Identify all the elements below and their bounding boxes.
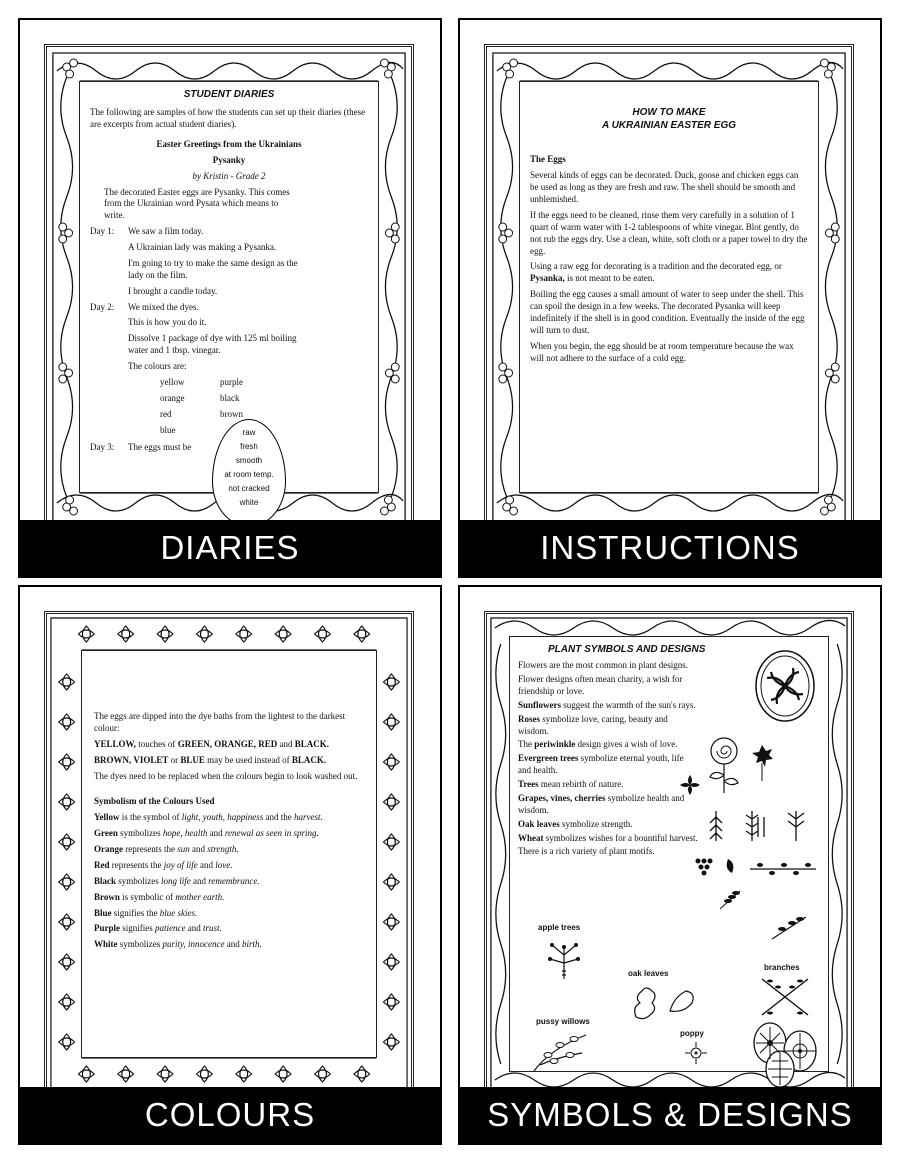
plant-symbol-item xyxy=(518,700,698,712)
text: touches of xyxy=(138,738,176,749)
plant-symbol-item xyxy=(518,674,698,698)
branches-label: branches xyxy=(764,963,800,972)
egg-word: smooth xyxy=(235,456,263,465)
diary-line: We mixed the dyes. xyxy=(128,301,199,312)
colour-name: White xyxy=(94,939,118,950)
meaning: remembrance. xyxy=(208,875,260,886)
caption: DIARIES xyxy=(160,529,300,566)
text: suggest the warmth of the sun's rays. xyxy=(563,699,696,710)
colour-item: orange xyxy=(160,392,185,403)
symbolism-item xyxy=(94,923,366,935)
meaning: blue skies. xyxy=(159,907,198,918)
plant-symbol-item xyxy=(518,714,698,738)
instructions-page[interactable] xyxy=(458,18,882,578)
plant-term: Roses xyxy=(518,713,540,724)
subheading: Pysanky xyxy=(212,154,246,165)
text: and xyxy=(209,828,223,839)
diary-line: This is how you do it. xyxy=(128,317,207,328)
ornamental-border xyxy=(484,44,854,530)
egg-word: raw xyxy=(242,428,256,437)
decorated-egg-icon xyxy=(754,649,816,723)
text: There is a rich variety of plant motifs. xyxy=(518,846,655,857)
decorated-eggs-icon xyxy=(748,1019,822,1089)
colour-term: BROWN, VIOLET xyxy=(94,754,169,765)
text: and xyxy=(192,844,205,854)
text: symbolizes xyxy=(118,875,159,886)
plant-term: periwinkle xyxy=(534,739,576,750)
plant-symbol-item xyxy=(518,846,698,858)
meaning: light, youth, happiness xyxy=(181,812,264,823)
grapes-vine-icons xyxy=(690,855,820,881)
colour-item: black xyxy=(220,392,240,403)
text: represents the xyxy=(125,844,175,854)
meaning: mother earth. xyxy=(175,891,225,902)
page-title: STUDENT DIARIES xyxy=(183,89,275,100)
meaning: strength. xyxy=(207,844,239,854)
symbolism-item xyxy=(94,828,366,840)
ornamental-border xyxy=(44,44,414,530)
meaning: purity, innocence xyxy=(162,939,225,950)
text: symbolizes wishes for a bountiful harvest. xyxy=(545,832,698,843)
diary-line: We saw a film today. xyxy=(128,226,204,237)
diary-line: Dissolve 1 package of dye with 125 ml boiling water and 1 tbsp. vinegar. xyxy=(128,333,297,356)
colour-name: Green xyxy=(94,828,118,839)
heading: Easter Greetings from the Ukrainians xyxy=(156,138,302,149)
poppy-label: poppy xyxy=(680,1029,704,1038)
meaning: love. xyxy=(215,859,233,870)
colour-term: BLACK. xyxy=(291,754,327,765)
diary-line: I'm going to try to make the same design as the lady on the film. xyxy=(128,257,298,280)
leaf-sprig-icon xyxy=(770,913,810,941)
intro-text: The following are samples of how the students can set up their diaries (these are excerpts from actual student diaries). xyxy=(90,107,366,130)
page-title: PLANT SYMBOLS AND DESIGNS xyxy=(548,644,706,655)
colour-name: Purple xyxy=(94,923,120,934)
plant-symbol-list xyxy=(518,660,698,858)
colour-item: yellow xyxy=(160,376,185,387)
day-entry xyxy=(90,302,368,377)
colour-name: Red xyxy=(94,859,110,870)
text: and xyxy=(193,875,207,886)
paragraph xyxy=(94,755,366,767)
day-label: Day 3: xyxy=(90,442,115,453)
term: Pysanka, xyxy=(530,273,565,284)
symbolism-item xyxy=(94,812,366,824)
paragraph: The decorated Easter eggs are Pysanky. This comes from the Ukrainian word Pysata which means to write. xyxy=(104,186,290,221)
text: The xyxy=(518,739,532,750)
byline: by Kristin - Grade 2 xyxy=(192,170,266,181)
diary-line: A Ukrainian lady was making a Pysanka. xyxy=(128,242,277,253)
egg-word: fresh xyxy=(240,442,258,451)
text: symbolize strength. xyxy=(562,818,633,829)
paragraph: Boiling the egg causes a small amount of water to seep under the shell. This can spoil the design in a few weeks. The decorated Pysanka will keep indefinitely if the shell is in good condition. Eventually the inside of the egg will turn to dust. xyxy=(530,289,805,335)
plant-term: Oak leaves xyxy=(518,818,560,829)
colour-name: Brown xyxy=(94,891,120,902)
caption: COLOURS xyxy=(144,1096,316,1133)
text: Flowers are the most common in plant designs. xyxy=(518,660,688,671)
evergreen-tree-icons xyxy=(706,809,816,843)
apple-trees-label: apple trees xyxy=(538,923,581,932)
plant-term: Evergreen trees xyxy=(518,753,579,764)
colour-term: BLUE xyxy=(180,754,205,765)
symbolism-item xyxy=(94,844,366,856)
paragraph: The eggs are dipped into the dye baths from the lightest to the darkest colour: xyxy=(94,711,346,733)
text: may be used instead of xyxy=(207,754,290,765)
text: symbolize eternal youth, life and health. xyxy=(518,753,684,776)
day-label: Day 2: xyxy=(90,301,115,312)
symbolism-item xyxy=(94,860,366,872)
caption: SYMBOLS & DESIGNS xyxy=(487,1096,853,1133)
meaning: hope, health xyxy=(162,828,208,839)
egg-drawing xyxy=(212,419,286,527)
egg-word: white xyxy=(239,498,259,507)
text: symbolizes xyxy=(120,828,161,839)
colour-term: YELLOW, xyxy=(94,738,136,749)
paragraph xyxy=(94,739,366,751)
paragraph xyxy=(530,261,808,285)
section-heading: Symbolism of the Colours Used xyxy=(94,796,215,807)
diary-line: The eggs must be xyxy=(128,442,192,453)
text: symbolize health and wisdom. xyxy=(518,792,685,815)
text: Flower designs often mean charity, a wish for friendship or love. xyxy=(518,674,683,696)
diaries-page[interactable] xyxy=(18,18,442,578)
plant-symbol-item xyxy=(518,833,698,845)
symbolism-item xyxy=(94,876,366,888)
text: and xyxy=(199,859,213,870)
text: signifies the xyxy=(113,907,158,918)
caption-bar xyxy=(460,520,880,576)
colour-term: GREEN, ORANGE, RED xyxy=(177,738,278,749)
instructions-content xyxy=(519,81,819,493)
rose-flower-icon xyxy=(706,735,742,795)
symbolism-item xyxy=(94,908,366,920)
colour-name: Black xyxy=(94,875,117,886)
oak-leaves-label: oak leaves xyxy=(628,969,669,978)
caption-bar xyxy=(460,1087,880,1143)
paragraph: When you begin, the egg should be at room temperature because the wax will not adhere to the surface of a cold egg. xyxy=(530,340,794,363)
ornamental-border xyxy=(484,611,854,1097)
paragraph: The dyes need to be replaced when the colours begin to look washed out. xyxy=(94,770,358,781)
plant-symbol-item xyxy=(518,779,698,791)
text: and xyxy=(187,923,201,934)
colour-item: blue xyxy=(160,424,176,435)
colour-term: BLACK. xyxy=(294,738,329,749)
plant-term: Wheat xyxy=(518,832,544,843)
colour-name: Orange xyxy=(94,844,123,854)
symbolism-list xyxy=(94,812,366,951)
text: Using a raw egg for decorating is a tradition and the decorated egg, or xyxy=(530,261,782,272)
meaning: birth. xyxy=(241,939,262,950)
text: signifies xyxy=(122,923,153,934)
plant-term: Grapes, vines, cherries xyxy=(518,792,606,803)
meaning: renewal as seen in spring. xyxy=(224,828,319,839)
paragraph: Several kinds of eggs can be decorated. Duck, goose and chicken eggs can be used as long as they are fresh and raw. The shell should be smooth and unblemished. xyxy=(530,170,799,204)
text: represents the xyxy=(111,859,162,870)
pussy-willows-label: pussy willows xyxy=(536,1017,590,1026)
apple-tree-icon xyxy=(542,935,586,981)
plant-symbol-item xyxy=(518,739,698,751)
caption-bar xyxy=(20,520,440,576)
text: is symbolic of xyxy=(122,891,174,902)
egg-word: not cracked xyxy=(228,484,270,493)
small-flower-icon xyxy=(750,741,774,781)
text: is not meant to be eaten. xyxy=(567,273,655,284)
text: or xyxy=(170,754,179,765)
colour-name: Yellow xyxy=(94,812,120,823)
caption: INSTRUCTIONS xyxy=(540,529,800,566)
paragraph: If the eggs need to be cleaned, rinse them very carefully in a solution of 1 quart of warm water with 1-2 tablespoons of white vinegar. Blot gently, do not rub the eggs dry. Use a clean, white, soft cloth or a paper towel to dry the egg. xyxy=(530,209,808,256)
page-title-line2: A UKRAINIAN EASTER EGG xyxy=(601,120,737,132)
text: and xyxy=(279,738,293,749)
text: symbolize love, caring, beauty and wisdom. xyxy=(518,713,668,736)
plant-term: Trees xyxy=(518,779,539,790)
poppy-icon xyxy=(684,1041,708,1065)
symbols-page[interactable] xyxy=(458,585,882,1145)
text: symbolizes xyxy=(119,939,161,950)
plant-symbol-item xyxy=(518,819,698,831)
section-heading: The Eggs xyxy=(530,154,566,165)
periwinkle-icon xyxy=(678,773,702,797)
ornamental-border xyxy=(44,611,414,1097)
wheat-icon xyxy=(718,887,746,911)
diary-line: The colours are: xyxy=(128,361,187,372)
crossed-branches-icon xyxy=(758,975,812,1019)
symbolism-item xyxy=(94,892,366,904)
symbolism-item xyxy=(94,939,366,951)
meaning: joy of life xyxy=(163,859,198,870)
colour-item: red xyxy=(160,408,172,419)
pussy-willow-icon xyxy=(530,1029,590,1073)
page-title-line1: HOW TO MAKE xyxy=(632,107,706,118)
text: mean rebirth of nature. xyxy=(540,779,624,790)
colour-name: Blue xyxy=(94,907,112,918)
egg-word: at room temp. xyxy=(224,470,274,479)
colours-content xyxy=(81,650,377,1058)
meaning: long life xyxy=(161,875,191,886)
oak-leaf-icon xyxy=(630,981,700,1021)
meaning: harvest. xyxy=(294,812,323,823)
day-label: Day 1: xyxy=(90,226,115,237)
meaning: patience xyxy=(155,923,186,934)
diary-line: I brought a candle today. xyxy=(128,285,218,296)
text: and xyxy=(226,939,240,950)
text: design gives a wish of love. xyxy=(577,739,678,750)
text: and the xyxy=(265,812,292,823)
colour-item: purple xyxy=(220,376,243,387)
colours-page[interactable] xyxy=(18,585,442,1145)
plant-symbol-item xyxy=(518,660,698,672)
day-entry xyxy=(90,226,368,301)
meaning: trust. xyxy=(203,923,222,934)
text: is the symbol of xyxy=(121,812,180,823)
symbols-content xyxy=(509,636,829,1072)
plant-term: Sunflowers xyxy=(518,699,562,710)
meaning: sun xyxy=(177,844,190,854)
caption-bar xyxy=(20,1087,440,1143)
plant-symbol-item xyxy=(518,793,698,817)
colour-item: brown xyxy=(220,408,243,419)
plant-symbol-item xyxy=(518,753,698,777)
